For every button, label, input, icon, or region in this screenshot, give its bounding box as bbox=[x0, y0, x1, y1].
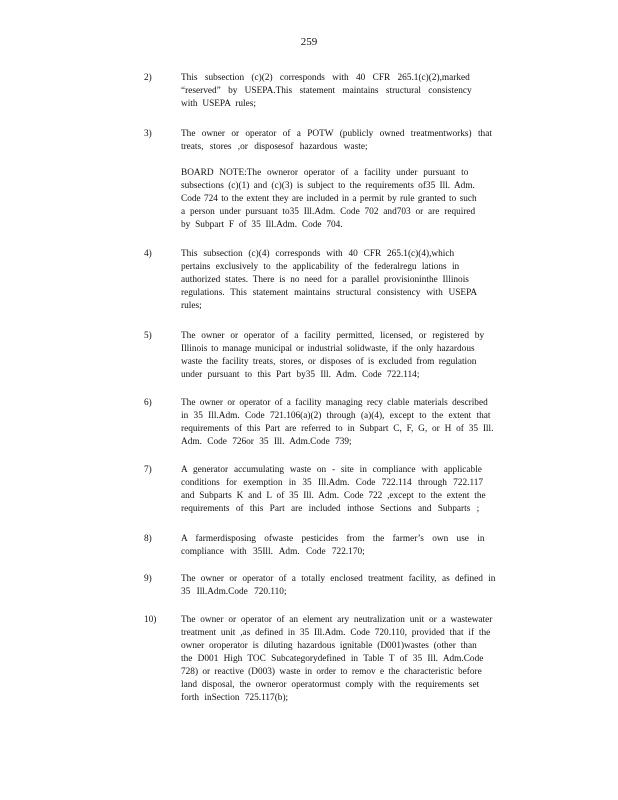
text-line: forth inSection 725.117(b); bbox=[181, 693, 289, 703]
text-line: Adm. Code 726or 35 Ill. Adm.Code 739; bbox=[181, 437, 352, 447]
text-line: The owner or operator of a facility managing recy clable materials described bbox=[181, 398, 488, 408]
note-line: a person under pursuant to35 Ill.Adm. Code 702 and703 or are required bbox=[181, 207, 476, 217]
text-line: This subsection (c)(2) corresponds with 40 CFR 265.1(c)(2),marked bbox=[181, 73, 470, 83]
item-number: 7) bbox=[144, 465, 152, 475]
text-line: owner oroperator is diluting hazardous ignitable (D001)wastes (other than bbox=[181, 641, 477, 651]
item-text bbox=[181, 464, 541, 516]
text-line: regulations. This statement maintains structural consistency with USEPA bbox=[181, 288, 478, 298]
text-line: treats, stores ,or disposesof hazardous waste; bbox=[181, 142, 368, 152]
item-number: 2) bbox=[144, 73, 152, 83]
text-line: under pursuant to this Part by35 Ill. Adm. Code 722.114; bbox=[181, 370, 420, 380]
note-line: BOARD NOTE:The owneror operator of a facility under pursuant to bbox=[181, 168, 469, 178]
item-number: 5) bbox=[144, 331, 152, 341]
text-line: This subsection (c)(4) corresponds with 40 CFR 265.1(c)(4),which bbox=[181, 249, 455, 259]
item-text bbox=[181, 533, 541, 559]
item-number: 3) bbox=[144, 129, 152, 139]
text-line: authorized states. There is no need for a parallel provisioninthe Illinois bbox=[181, 275, 469, 285]
text-line: with USEPA rules; bbox=[181, 99, 256, 109]
text-line: A generator accumulating waste on - site in compliance with applicable bbox=[181, 465, 482, 475]
text-line: requirements of this Part are included inthose Sections and Subparts ; bbox=[181, 504, 480, 514]
text-line: A farmerdisposing ofwaste pesticides from the farmer’s own use in bbox=[181, 534, 485, 544]
note-line: by Subpart F of 35 Ill.Adm. Code 704. bbox=[181, 220, 343, 230]
item-text bbox=[181, 573, 541, 599]
text-line: 35 Ill.Adm.Code 720.110; bbox=[181, 587, 287, 597]
text-line: pertains exclusively to the applicability of the federalregu lations in bbox=[181, 262, 460, 272]
text-line: rules; bbox=[181, 301, 202, 311]
text-line: The owner or operator of an element ary neutralization unit or a wastewater bbox=[181, 615, 493, 625]
item-text bbox=[181, 397, 541, 449]
text-line: 728) or reactive (D003) waste in order to remov e the characteristic before bbox=[181, 667, 482, 677]
text-line: land disposal, the owneror operatormust comply with the requirements set bbox=[181, 680, 480, 690]
text-line: treatment unit ,as defined in 35 Ill.Adm. Code 720.110, provided that if the bbox=[181, 628, 491, 638]
text-line: The owner or operator of a totally enclosed treatment facility, as defined in bbox=[181, 574, 496, 584]
text-line: “reserved” by USEPA.This statement maintains structural consistency bbox=[181, 86, 472, 96]
text-line: Illinois to manage municipal or industrial solidwaste, if the only hazardous bbox=[181, 344, 475, 354]
note-line: Code 724 to the extent they are included in a permit by rule granted to such bbox=[181, 194, 477, 204]
text-line: requirements of this Part are referred to in Subpart C, F, G, or H of 35 Ill. bbox=[181, 424, 494, 434]
item-text bbox=[181, 128, 541, 232]
item-number: 8) bbox=[144, 534, 152, 544]
item-number: 9) bbox=[144, 574, 152, 584]
text-line: the D001 High TOC Subcategorydefined in Table T of 35 Ill. Adm.Code bbox=[181, 654, 484, 664]
text-line: in 35 Ill.Adm. Code 721.106(a)(2) through (a)(4), except to the extent that bbox=[181, 411, 491, 421]
board-note bbox=[181, 167, 541, 232]
text-line: compliance with 35Ill. Adm. Code 722.170; bbox=[181, 547, 365, 557]
text-line: conditions for exemption in 35 Ill.Adm. Code 722.114 through 722.117 bbox=[181, 478, 484, 488]
item-text bbox=[181, 72, 541, 111]
item-text bbox=[181, 330, 541, 382]
item-number: 4) bbox=[144, 249, 152, 259]
item-number: 10) bbox=[144, 615, 157, 625]
text-line: The owner or operator of a facility permitted, licensed, or registered by bbox=[181, 331, 485, 341]
note-line: subsections (c)(1) and (c)(3) is subject to the requirements of35 Ill. Adm. bbox=[181, 181, 475, 191]
text-line: and Subparts K and L of 35 Ill. Adm. Code 722 ,except to the extent the bbox=[181, 491, 486, 501]
text-line: waste the facility treats, stores, or disposes of is excluded from regulation bbox=[181, 357, 477, 367]
page-number: 259 bbox=[300, 36, 318, 48]
item-text bbox=[181, 248, 541, 313]
item-number: 6) bbox=[144, 398, 152, 408]
item-text bbox=[181, 614, 541, 705]
text-line: The owner or operator of a POTW (publicly owned treatmentworks) that bbox=[181, 129, 492, 139]
